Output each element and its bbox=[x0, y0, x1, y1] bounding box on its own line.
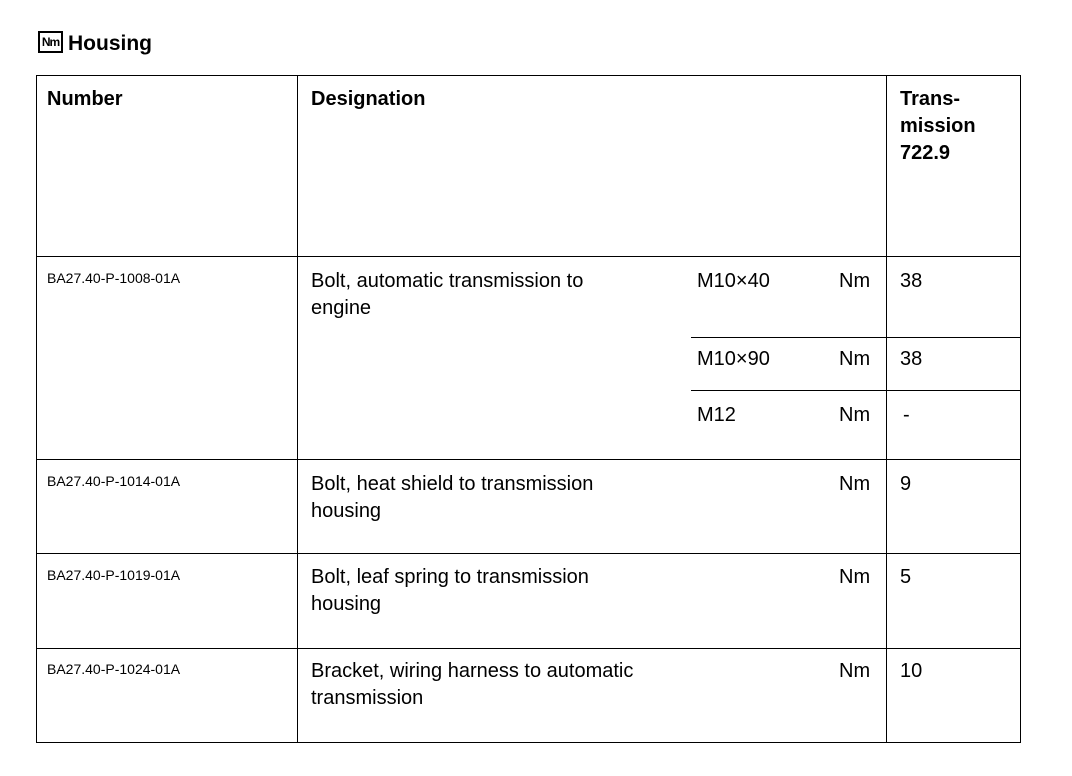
torque-value: 5 bbox=[900, 566, 912, 588]
designation bbox=[311, 658, 633, 712]
designation-line: Bolt, leaf spring to transmission bbox=[311, 566, 589, 588]
torque-value: 38 bbox=[900, 270, 923, 292]
header-transmission-line: 722.9 bbox=[900, 142, 951, 164]
unit: Nm bbox=[839, 348, 871, 370]
row-divider bbox=[37, 459, 1020, 460]
designation-line: transmission bbox=[311, 687, 424, 709]
part-number: BA27.40-P-1014-01A bbox=[47, 473, 181, 489]
torque-table bbox=[36, 75, 1021, 743]
row-divider bbox=[37, 553, 1020, 554]
header-number: Number bbox=[47, 88, 123, 110]
part-number: BA27.40-P-1008-01A bbox=[47, 270, 181, 286]
bolt-size: M12 bbox=[697, 404, 736, 426]
header-transmission-line: Trans- bbox=[900, 88, 961, 110]
unit: Nm bbox=[839, 404, 871, 426]
torque-nm-icon: Nm bbox=[38, 31, 63, 53]
subrow-divider bbox=[691, 337, 1020, 338]
header-transmission bbox=[900, 86, 976, 167]
part-number: BA27.40-P-1019-01A bbox=[47, 567, 181, 583]
designation bbox=[311, 564, 589, 618]
row-divider bbox=[37, 648, 1020, 649]
header-designation: Designation bbox=[311, 88, 426, 110]
column-divider bbox=[297, 76, 298, 742]
torque-value: 38 bbox=[900, 348, 923, 370]
section-title-text: Housing bbox=[68, 32, 152, 55]
unit: Nm bbox=[839, 270, 871, 292]
unit: Nm bbox=[839, 473, 871, 495]
bolt-size: M10×90 bbox=[697, 348, 770, 370]
designation-line: Bolt, heat shield to transmission bbox=[311, 473, 594, 495]
row-divider bbox=[37, 256, 1020, 257]
torque-value: - bbox=[903, 404, 910, 426]
unit: Nm bbox=[839, 660, 871, 682]
designation bbox=[311, 471, 593, 525]
part-number: BA27.40-P-1024-01A bbox=[47, 661, 181, 677]
section-title bbox=[38, 30, 152, 54]
unit: Nm bbox=[839, 566, 871, 588]
header-transmission-line: mission bbox=[900, 115, 976, 137]
designation bbox=[311, 268, 583, 322]
designation-line: engine bbox=[311, 297, 372, 319]
designation-line: Bolt, automatic transmission to bbox=[311, 270, 584, 292]
designation-line: Bracket, wiring harness to automatic bbox=[311, 660, 634, 682]
torque-value: 9 bbox=[900, 473, 912, 495]
torque-value: 10 bbox=[900, 660, 923, 682]
subrow-divider bbox=[691, 390, 1020, 391]
designation-line: housing bbox=[311, 500, 382, 522]
bolt-size: M10×40 bbox=[697, 270, 770, 292]
column-divider bbox=[886, 76, 887, 742]
designation-line: housing bbox=[311, 593, 382, 615]
